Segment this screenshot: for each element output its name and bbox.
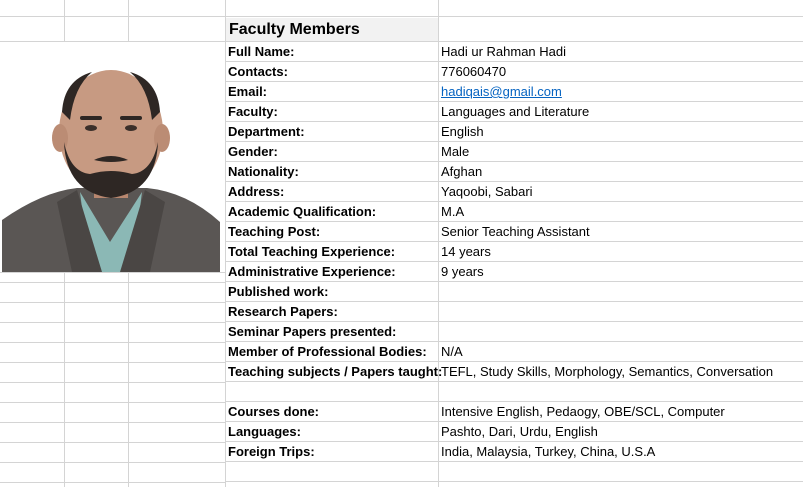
field-label[interactable]: Research Papers: — [228, 304, 338, 319]
table-row — [226, 342, 803, 362]
row-divider — [0, 402, 225, 403]
portrait-image — [2, 42, 220, 272]
field-label[interactable]: Foreign Trips: — [228, 444, 315, 459]
field-value[interactable]: 776060470 — [441, 64, 507, 79]
row-divider — [0, 442, 225, 443]
field-label[interactable]: Teaching subjects / Papers taught: — [228, 364, 443, 379]
field-label[interactable]: Contacts: — [228, 64, 288, 79]
field-value[interactable]: TEFL, Study Skills, Morphology, Semantics, Conversation — [441, 364, 774, 379]
row-divider — [0, 462, 225, 463]
field-label[interactable]: Seminar Papers presented: — [228, 324, 397, 339]
table-row — [226, 222, 803, 242]
field-value[interactable]: English — [441, 124, 484, 139]
field-label[interactable]: Administrative Experience: — [228, 264, 396, 279]
table-row — [226, 82, 803, 102]
table-row — [226, 362, 803, 382]
table-row — [226, 282, 803, 302]
sheet-title-cell[interactable]: Faculty Members — [226, 18, 438, 41]
field-label[interactable]: Courses done: — [228, 404, 320, 419]
row-divider — [0, 272, 225, 273]
row-divider — [0, 422, 225, 423]
table-row — [226, 242, 803, 262]
table-row — [226, 122, 803, 142]
field-label[interactable]: Address: — [228, 184, 285, 199]
table-row — [226, 162, 803, 182]
field-label[interactable]: Published work: — [228, 284, 329, 299]
field-label[interactable]: Gender: — [228, 144, 278, 159]
row-divider — [0, 482, 225, 483]
field-value[interactable]: India, Malaysia, Turkey, China, U.S.A — [441, 444, 656, 459]
row-divider — [0, 282, 225, 283]
field-label[interactable]: Member of Professional Bodies: — [228, 344, 427, 359]
table-row — [226, 262, 803, 282]
field-value[interactable]: Intensive English, Pedaogy, OBE/SCL, Computer — [441, 404, 725, 419]
field-value[interactable]: Pashto, Dari, Urdu, English — [441, 424, 598, 439]
field-label[interactable]: Total Teaching Experience: — [228, 244, 396, 259]
field-value[interactable]: M.A — [441, 204, 465, 219]
profile-photo — [2, 42, 220, 272]
field-label[interactable]: Nationality: — [228, 164, 299, 179]
table-row — [226, 182, 803, 202]
row-divider — [225, 16, 803, 17]
field-label[interactable]: Faculty: — [228, 104, 278, 119]
field-value[interactable]: 14 years — [441, 244, 491, 259]
field-label[interactable]: Academic Qualification: — [228, 204, 377, 219]
table-row — [226, 62, 803, 82]
field-label[interactable]: Email: — [228, 84, 268, 99]
field-label[interactable]: Teaching Post: — [228, 224, 321, 239]
table-row — [226, 442, 803, 462]
table-row — [226, 142, 803, 162]
table-row — [226, 402, 803, 422]
field-label[interactable]: Languages: — [228, 424, 301, 439]
row-divider — [0, 362, 225, 363]
row-divider — [0, 302, 225, 303]
email-link[interactable]: hadiqais@gmail.com — [441, 84, 562, 99]
field-value[interactable]: Afghan — [441, 164, 483, 179]
field-value[interactable]: 9 years — [441, 264, 484, 279]
row-divider — [0, 322, 225, 323]
row-divider — [225, 481, 803, 482]
row-divider — [0, 16, 225, 17]
field-value[interactable]: Senior Teaching Assistant — [441, 224, 590, 239]
row-divider — [0, 382, 225, 383]
table-row — [226, 322, 803, 342]
field-label[interactable]: Full Name: — [228, 44, 295, 59]
table-row — [226, 302, 803, 322]
field-value[interactable]: N/A — [441, 344, 463, 359]
field-label[interactable]: Department: — [228, 124, 305, 139]
table-row — [226, 102, 803, 122]
field-value[interactable]: Hadi ur Rahman Hadi — [441, 44, 567, 59]
row-divider — [0, 342, 225, 343]
table-row — [226, 422, 803, 442]
table-row — [226, 382, 803, 402]
field-value[interactable]: Languages and Literature — [441, 104, 590, 119]
field-value[interactable]: Yaqoobi, Sabari — [441, 184, 533, 199]
table-row — [226, 42, 803, 62]
table-row — [226, 202, 803, 222]
field-value[interactable]: Male — [441, 144, 470, 159]
